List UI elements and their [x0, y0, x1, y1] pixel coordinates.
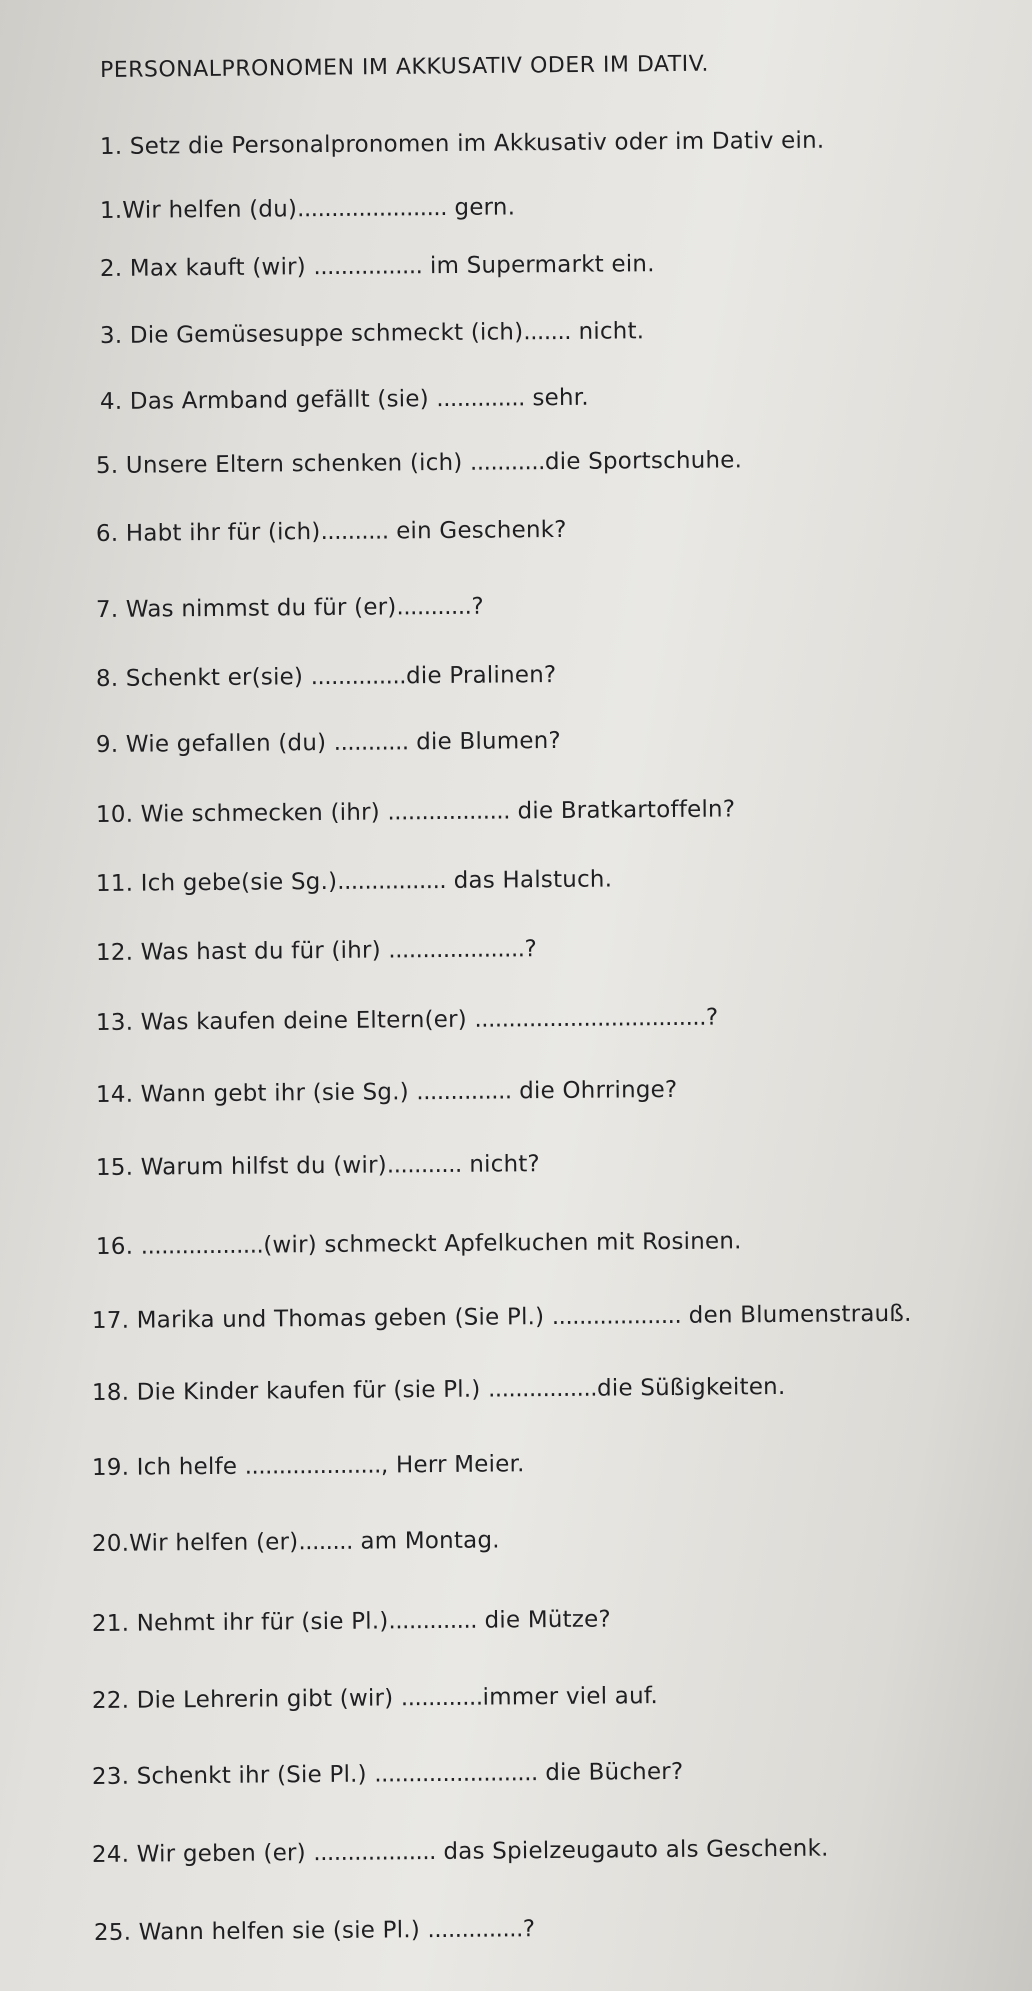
exercise-text-before: 11. Ich gebe(sie Sg.): [95, 868, 338, 897]
exercise-text-before: 7. Was nimmst du für (er): [95, 594, 397, 623]
exercise-text-before: 19. Ich helfe: [91, 1453, 245, 1481]
answer-blank[interactable]: ..................................: [474, 1004, 707, 1033]
exercise-text-before: 1.Wir helfen (du): [99, 196, 298, 224]
exercise-text-before: 15. Warum hilfst du (wir): [95, 1152, 387, 1181]
exercise-text-after: sehr.: [524, 384, 589, 412]
answer-blank[interactable]: .......: [523, 318, 572, 346]
answer-blank[interactable]: ..................: [387, 798, 511, 826]
answer-blank[interactable]: ...........: [386, 1151, 462, 1179]
exercise-item: [100, 385, 589, 415]
exercise-text-after: im Supermarkt ein.: [422, 251, 655, 280]
exercise-text-before: 9. Wie gefallen (du): [95, 729, 334, 758]
exercise-text-after: nicht?: [461, 1151, 541, 1178]
exercise-text-after: gern.: [446, 194, 516, 221]
exercise-text-after: die Ohrringe?: [511, 1076, 678, 1105]
exercise-text-after: die Bücher?: [537, 1758, 684, 1787]
exercise-text-after: die Bratkartoffeln?: [509, 796, 736, 825]
exercise-text-after: ?: [524, 936, 538, 963]
answer-blank[interactable]: ..................: [313, 1838, 437, 1867]
exercise-text-after: die Pralinen?: [405, 661, 557, 690]
answer-blank[interactable]: ..........: [320, 518, 389, 546]
exercise-item: [94, 1916, 535, 1946]
answer-blank[interactable]: ....................: [388, 936, 525, 964]
answer-blank[interactable]: ......................: [297, 194, 448, 223]
exercise-text-before: 14. Wann gebt ihr (sie Sg.): [95, 1079, 417, 1108]
exercise-text-before: 8. Schenkt er(sie): [95, 664, 311, 692]
exercise-item: [100, 194, 515, 224]
answer-blank[interactable]: ................: [313, 253, 423, 281]
exercise-text-before: 4. Das Armband gefällt (sie): [99, 386, 437, 415]
answer-blank[interactable]: ............: [400, 1684, 483, 1712]
exercise-item: [96, 517, 567, 547]
exercise-text-before: 17. Marika und Thomas geben (Sie Pl.): [91, 1303, 552, 1334]
exercise-text-after: den Blumenstrauß.: [681, 1300, 912, 1329]
exercise-item: [96, 796, 735, 828]
answer-blank[interactable]: ........: [298, 1528, 353, 1556]
exercise-text-before: 18. Die Kinder kaufen für (sie Pl.): [91, 1376, 489, 1406]
exercise-item: [92, 1836, 829, 1868]
exercise-text-after: die Mütze?: [476, 1606, 611, 1634]
exercise-text-before: 24. Wir geben (er): [91, 1840, 314, 1868]
exercise-item: [92, 1527, 500, 1557]
exercise-item: [96, 447, 742, 479]
answer-blank[interactable]: ..............: [310, 663, 407, 691]
exercise-text-after: die Süßigkeiten.: [596, 1373, 786, 1402]
answer-blank[interactable]: ...........: [396, 593, 472, 621]
instruction: 1. Setz die Personalpronomen im Akkusativ oder im Dativ ein.: [99, 127, 825, 160]
exercise-text-before: 23. Schenkt ihr (Sie Pl.): [91, 1761, 375, 1790]
exercise-text-after: das Halstuch.: [446, 866, 613, 894]
exercise-text-after: am Montag.: [352, 1527, 500, 1555]
exercise-text-after: ein Geschenk?: [388, 516, 567, 545]
exercise-item: [92, 1301, 912, 1334]
exercise-item: [92, 1374, 786, 1406]
exercise-item: [96, 594, 484, 623]
worksheet-title: PERSONALPRONOMEN IM AKKUSATIV ODER IM DATIV.: [99, 51, 710, 83]
answer-blank[interactable]: .............: [388, 1607, 478, 1635]
exercise-text-before: 16.: [95, 1233, 141, 1260]
exercise-text-after: das Spielzeugauto als Geschenk.: [435, 1835, 829, 1865]
answer-blank[interactable]: ...........: [469, 449, 546, 476]
answer-blank[interactable]: ..............: [427, 1916, 523, 1944]
exercise-text-after: die Blumen?: [408, 727, 562, 756]
exercise-item: [92, 1759, 684, 1790]
exercise-item: [96, 728, 561, 758]
exercise-item: [96, 866, 612, 897]
answer-blank[interactable]: .............: [436, 385, 526, 413]
exercise-text-before: 13. Was kaufen deine Eltern(er): [95, 1006, 475, 1036]
exercise-item: [96, 1228, 742, 1260]
exercise-text-before: 25. Wann helfen sie (sie Pl.): [93, 1917, 428, 1946]
exercise-text-after: immer viel auf.: [482, 1683, 659, 1711]
exercise-text-before: 3. Die Gemüsesuppe schmeckt (ich): [99, 319, 524, 349]
exercise-text-after: ?: [522, 1916, 536, 1943]
answer-blank[interactable]: ...................: [551, 1302, 682, 1330]
answer-blank[interactable]: ................: [337, 867, 447, 895]
exercise-text-after: , Herr Meier.: [380, 1451, 525, 1479]
exercise-item: [92, 1683, 658, 1714]
answer-blank[interactable]: ........................: [374, 1760, 538, 1788]
exercise-text-before: 22. Die Lehrerin gibt (wir): [91, 1685, 401, 1714]
exercise-item: [96, 1077, 678, 1108]
exercise-item: [100, 251, 655, 282]
answer-blank[interactable]: ................: [487, 1375, 598, 1403]
answer-blank[interactable]: ....................: [244, 1452, 382, 1480]
exercise-item: [92, 1606, 611, 1637]
exercise-text-after: nicht.: [570, 318, 645, 345]
answer-blank[interactable]: ..................: [140, 1232, 264, 1260]
exercise-text-before: 12. Was hast du für (ihr): [95, 937, 389, 966]
exercise-text-before: 6. Habt ihr für (ich): [95, 519, 321, 547]
exercise-item: [96, 1005, 719, 1036]
exercise-item: [92, 1451, 525, 1481]
exercise-item: [96, 1151, 540, 1181]
exercise-item: [96, 662, 557, 692]
exercise-item: [96, 936, 537, 966]
exercise-text-after: ?: [471, 593, 484, 620]
exercise-text-before: 5. Unsere Eltern schenken (ich): [95, 449, 471, 479]
exercise-text-before: 10. Wie schmecken (ihr): [95, 799, 388, 828]
exercise-text-before: 20.Wir helfen (er): [91, 1529, 299, 1557]
answer-blank[interactable]: ..............: [416, 1078, 512, 1106]
exercise-text-after: ?: [705, 1004, 719, 1031]
exercise-text-before: 21. Nehmt ihr für (sie Pl.): [91, 1608, 389, 1637]
exercise-text-after: (wir) schmeckt Apfelkuchen mit Rosinen.: [263, 1228, 742, 1259]
exercise-text-after: die Sportschuhe.: [544, 447, 743, 476]
exercise-text-before: 2. Max kauft (wir): [99, 254, 314, 282]
answer-blank[interactable]: ...........: [333, 729, 409, 756]
exercise-item: [100, 318, 644, 349]
